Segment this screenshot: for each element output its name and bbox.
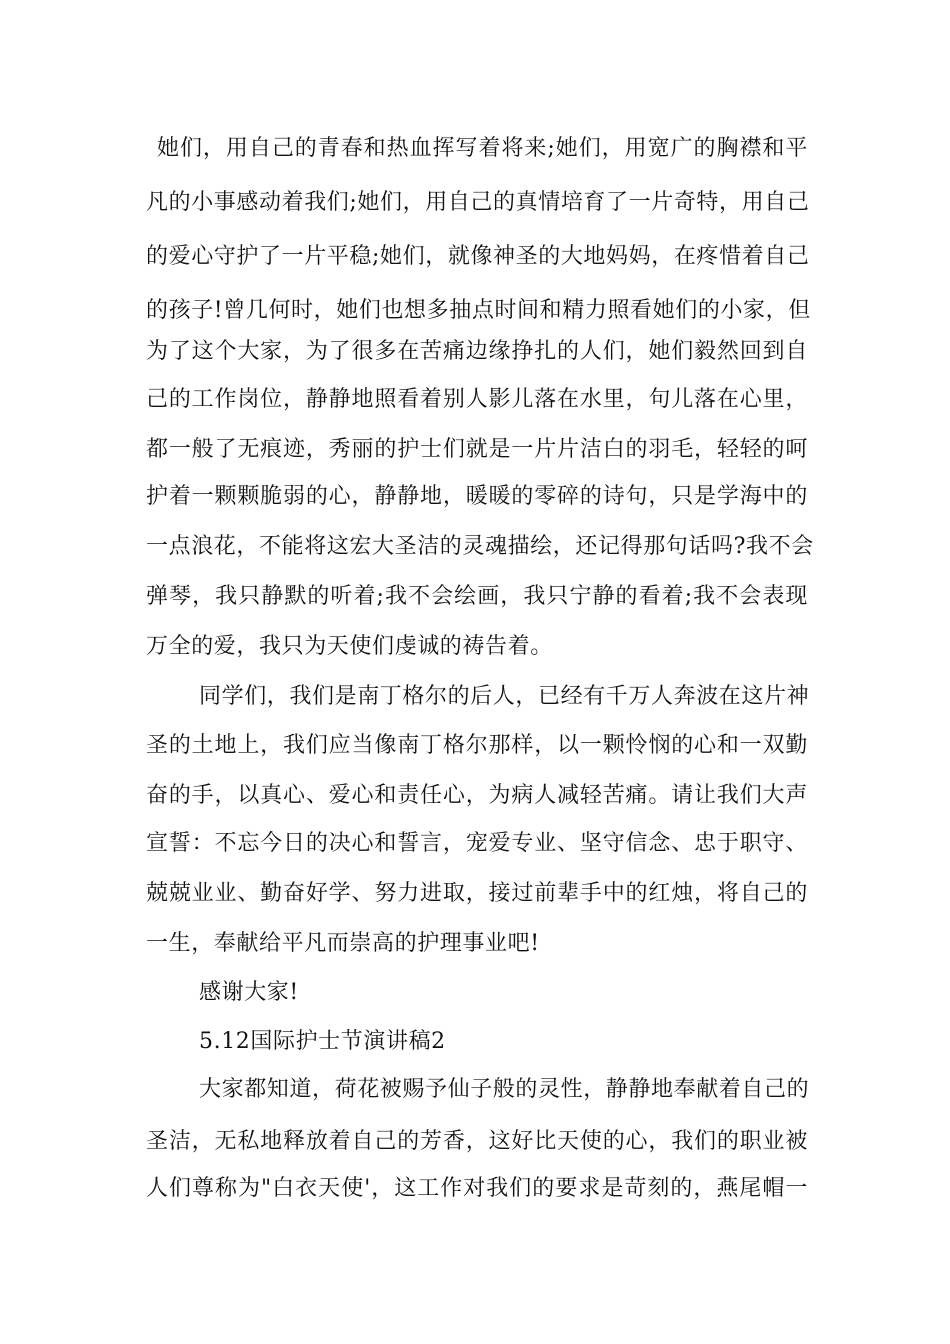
paragraph-line: 己的工作岗位，静静地照看着别人影儿落在水里，句儿落在心里，: [146, 387, 808, 412]
paragraph-line: 的孩子!曾几何时，她们也想多抽点时间和精力照看她们的小家，但: [146, 298, 811, 323]
paragraph-line: 同学们，我们是南丁格尔的后人，已经有千万人奔波在这片神: [199, 684, 810, 709]
paragraph-line: 凡的小事感动着我们;她们，用自己的真情培育了一片奇特，用自己: [146, 190, 810, 215]
closing-line: 感谢大家!: [199, 980, 299, 1005]
paragraph-line: 弹琴，我只静默的听着;我不会绘画，我只宁静的看着;我不会表现: [146, 584, 808, 609]
paragraph-line: 为了这个大家，为了很多在苦痛边缘挣扎的人们，她们毅然回到自: [146, 339, 808, 364]
paragraph-line: 圣的土地上，我们应当像南丁格尔那样，以一颗怜悯的心和一双勤: [146, 733, 808, 758]
paragraph-line: 她们，用自己的青春和热血挥写着将来;她们，用宽广的胸襟和平: [157, 136, 808, 161]
section-heading: 5.12国际护士节演讲稿2: [199, 1029, 446, 1054]
paragraph-line: 奋的手，以真心、爱心和责任心，为病人减轻苦痛。请让我们大声: [146, 783, 808, 808]
paragraph-line: 圣洁，无私地释放着自己的芳香，这好比天使的心，我们的职业被: [146, 1129, 808, 1154]
paragraph-line: 兢兢业业、勤奋好学、努力进取，接过前辈手中的红烛，将自己的: [146, 881, 808, 906]
paragraph-line: 护着一颗颗脆弱的心，静静地，暖暖的零碎的诗句，只是学海中的: [146, 484, 808, 509]
paragraph-line: 万全的爱，我只为天使们虔诚的祷告着。: [146, 634, 553, 659]
paragraph-line: 宣誓：不忘今日的决心和誓言，宠爱专业、坚守信念、忠于职守、: [146, 831, 808, 856]
paragraph-line: 都一般了无痕迹，秀丽的护士们就是一片片洁白的羽毛，轻轻的呵: [146, 437, 808, 462]
paragraph-line: 一生，奉献给平凡而崇高的护理事业吧!: [146, 931, 540, 956]
paragraph-line: 一点浪花，不能将这宏大圣洁的灵魂描绘，还记得那句话吗?我不会: [146, 534, 814, 559]
paragraph-line: 的爱心守护了一片平稳;她们，就像神圣的大地妈妈，在疼惜着自己: [146, 244, 810, 269]
paragraph-line: 大家都知道，荷花被赐予仙子般的灵性，静静地奉献着自己的: [199, 1077, 810, 1102]
paragraph-line: 人们尊称为"白衣天使'，这工作对我们的要求是苛刻的，燕尾帽一: [146, 1176, 808, 1201]
